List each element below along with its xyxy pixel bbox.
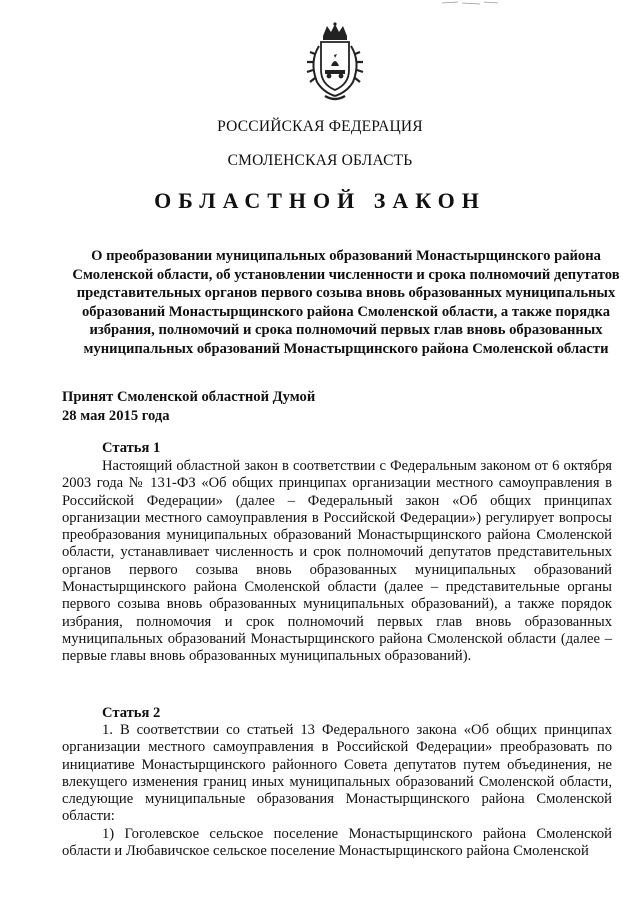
article-2-heading: Статья 2 — [102, 705, 161, 721]
law-title: О преобразовании муниципальных образований Монастырщинского района Смоленской области, об установлении численности и срока полномочий депутатов представительных органов первого созыва вновь образованных муниципальных образований Монастырщинского района Смоленской области, а также порядка избрания, полномочий и срока полномочий первых глав вновь образованных муниципальных образований Монастырщинского района Смоленской области — [72, 248, 620, 357]
adoption-date: 28 мая 2015 года — [62, 407, 170, 424]
article-2-paragraph-2: 1) Гоголевское сельское поселение Монастырщинского района Смоленской области и Любавичское сельское поселение Монастырщинского района Смоленской — [62, 826, 612, 860]
document-type-heading: ОБЛАСТНОЙ ЗАКОН — [154, 188, 486, 213]
article-1-heading: Статья 1 — [102, 440, 161, 456]
adoption-authority: Принят Смоленской областной Думой — [62, 389, 316, 405]
country-heading: РОССИЙСКАЯ ФЕДЕРАЦИЯ — [217, 118, 423, 135]
adoption-block — [62, 388, 542, 425]
article-2-paragraph-1: 1. В соответствии со статьей 13 Федерального закона «Об общих принципах организации местного самоуправления в Российской Федерации» преобразовать по инициативе Монастырщинского районного Совета депутатов путем объединения, не влекущего изменения границ иных муниципальных образований Смоленской области, следующие муниципальные образования Монастырщинского района Смоленской области: — [62, 722, 612, 825]
article-1-paragraph: Настоящий областной закон в соответствии с Федеральным законом от 6 октября 2003 года № 131-ФЗ «Об общих принципах организации местного самоуправления в Российской Федерации» (далее – Федеральный закон «Об общих принципах организации местного самоуправления в Российской Федерации») регулирует вопросы преобразования муниципальных образований Монастырщинского района Смоленской области, устанавливает численность и срок полномочий депутатов представительных органов первого созыва вновь образованных муниципальных образований Монастырщинского района Смоленской области (далее – представительные органы первого созыва вновь образованных муниципальных образований), а также порядок избрания, полномочия и срок полномочий первых глав вновь образованных муниципальных образований Монастырщинского района Смоленской области (далее – первые главы вновь образованных муниципальных образований). — [62, 458, 612, 665]
region-heading: СМОЛЕНСКАЯ ОБЛАСТЬ — [227, 152, 413, 169]
coat-of-arms-smolensk-icon — [301, 22, 369, 102]
scan-artifact — [440, 0, 500, 6]
